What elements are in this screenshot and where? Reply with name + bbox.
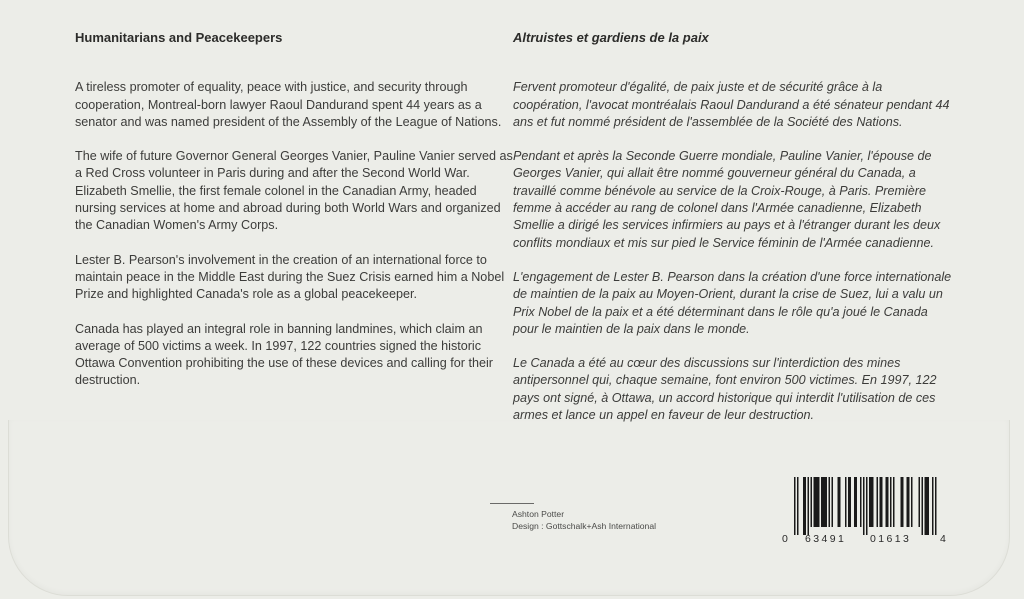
barcode-bar xyxy=(805,477,807,535)
english-heading: Humanitarians and Peacekeepers xyxy=(75,30,283,45)
barcode-bar xyxy=(832,477,834,527)
barcode-bar xyxy=(797,477,799,535)
barcode-bar xyxy=(829,477,831,527)
french-heading: Altruistes et gardiens de la paix xyxy=(513,30,709,45)
barcode-bar xyxy=(818,477,820,527)
barcode-right-group: 01613 xyxy=(870,533,912,545)
barcode-bar xyxy=(880,477,882,527)
upc-barcode xyxy=(782,477,946,545)
barcode-bar xyxy=(919,477,921,527)
barcode-bar xyxy=(908,477,910,527)
barcode-bar xyxy=(869,477,871,527)
barcode-bar xyxy=(893,477,895,527)
barcode-bar xyxy=(824,477,826,527)
barcode-bar xyxy=(860,477,862,527)
barcode-bar xyxy=(866,477,868,535)
barcode-bar xyxy=(826,477,828,527)
barcode-bar xyxy=(887,477,889,527)
barcode-bar xyxy=(863,477,865,535)
barcode-bar xyxy=(794,477,796,535)
barcode-bar xyxy=(808,477,810,535)
english-paragraph: The wife of future Governor General Georges Vanier, Pauline Vanier served as a Red Cross volunteer in Paris during and after the Second World War. Elizabeth Smellie, the first female colonel in the Canadian Army, headed nursing services at home and abroad during both World Wars and organized the Canadian Women's Army Corps. xyxy=(75,149,513,233)
printer-name: Ashton Potter xyxy=(512,509,565,519)
barcode-bar xyxy=(803,477,805,535)
barcode-bar xyxy=(814,477,816,527)
french-column xyxy=(513,29,953,441)
barcode-bar xyxy=(811,477,813,527)
french-paragraph: L'engagement de Lester B. Pearson dans la création d'une force internationale de maintien de la paix au Moyen-Orient, durant la crise de Suez, lui a valu un Prix Nobel de la paix et a été déterminant dans le rôle qu'a joué le Canada pour le maintien de la paix dans le monde. xyxy=(513,269,952,336)
barcode-bar xyxy=(877,477,879,527)
barcode-bar xyxy=(911,477,913,527)
barcode-bar xyxy=(902,477,904,527)
barcode-bar xyxy=(935,477,937,535)
barcode-bar xyxy=(839,477,841,527)
barcode-bar xyxy=(845,477,847,527)
credits-divider xyxy=(490,503,534,504)
barcode-bar xyxy=(871,477,873,527)
barcode-bar xyxy=(823,477,825,527)
barcode-bar xyxy=(815,477,817,527)
barcode-bar xyxy=(928,477,930,535)
english-paragraph: Canada has played an integral role in banning landmines, which claim an average of 500 victims a week. In 1997, 122 countries signed the historic Ottawa Convention prohibiting the use of these devices and calling for their destruction. xyxy=(75,321,493,388)
french-paragraph: Fervent promoteur d'égalité, de paix juste et de sécurité grâce à la coopération, l'avocat montréalais Raoul Dandurand a été sénateur pendant 44 ans et fut nommé président de l'assemblée de la Société des Nations. xyxy=(513,80,950,129)
english-column xyxy=(75,29,515,407)
barcode-bar xyxy=(890,477,892,527)
barcode-bar xyxy=(872,477,874,527)
barcode-bar xyxy=(821,477,823,527)
barcode-bar xyxy=(907,477,909,527)
barcode-bar xyxy=(886,477,888,527)
barcode-number-system: 0 xyxy=(782,533,788,545)
french-paragraph: Pendant et après la Seconde Guerre mondiale, Pauline Vanier, l'épouse de Georges Vanier, qui allait être nommé gouverneur général du Canada, a travaillé comme bénévole au service de la Croix-Rouge, à Paris. Première femme à accéder au rang de colonel dans l'Armée canadienne, Elizabeth Smellie a dirigé les services infirmiers au pays et à l'étranger durant les deux conflits mondiaux et mis sur pied le Service féminin de l'Armée canadienne. xyxy=(513,149,941,250)
barcode-bar xyxy=(922,477,924,535)
barcode-bar xyxy=(854,477,856,527)
barcode-bar xyxy=(856,477,858,527)
barcode-bar xyxy=(850,477,852,527)
barcode-bar xyxy=(817,477,819,527)
barcode-bar xyxy=(848,477,850,527)
barcode-digits xyxy=(784,533,944,547)
barcode-bar xyxy=(932,477,934,535)
barcode-bar xyxy=(925,477,927,535)
barcode-bar xyxy=(901,477,903,527)
barcode-bars-icon xyxy=(784,477,944,535)
french-paragraph: Le Canada a été au cœur des discussions sur l'interdiction des mines antipersonnel qui, chaque semaine, font environ 500 victimes. En 1997, 122 pays ont signé, à Ottawa, un accord historique qui interdit l'utilisation de ces armes et lance un appel en faveur de leur destruction. xyxy=(513,356,937,423)
english-paragraph: A tireless promoter of equality, peace with justice, and security through cooperation, Montreal-born lawyer Raoul Dandurand spent 44 years as a senator and was named president of the Assembly of the League of Nations. xyxy=(75,80,502,129)
barcode-check-digit: 4 xyxy=(940,533,946,545)
barcode-bar xyxy=(881,477,883,527)
barcode-left-group: 63491 xyxy=(805,533,847,545)
barcode-bar xyxy=(926,477,928,535)
design-credit: Design : Gottschalk+Ash International xyxy=(512,521,657,531)
barcode-bar xyxy=(838,477,840,527)
english-paragraph: Lester B. Pearson's involvement in the creation of an international force to maintain peace in the Middle East during the Suez Crisis earned him a Nobel Prize and highlighted Canada's role as a global peacekeeper. xyxy=(75,252,505,302)
printer-credits xyxy=(512,503,656,532)
